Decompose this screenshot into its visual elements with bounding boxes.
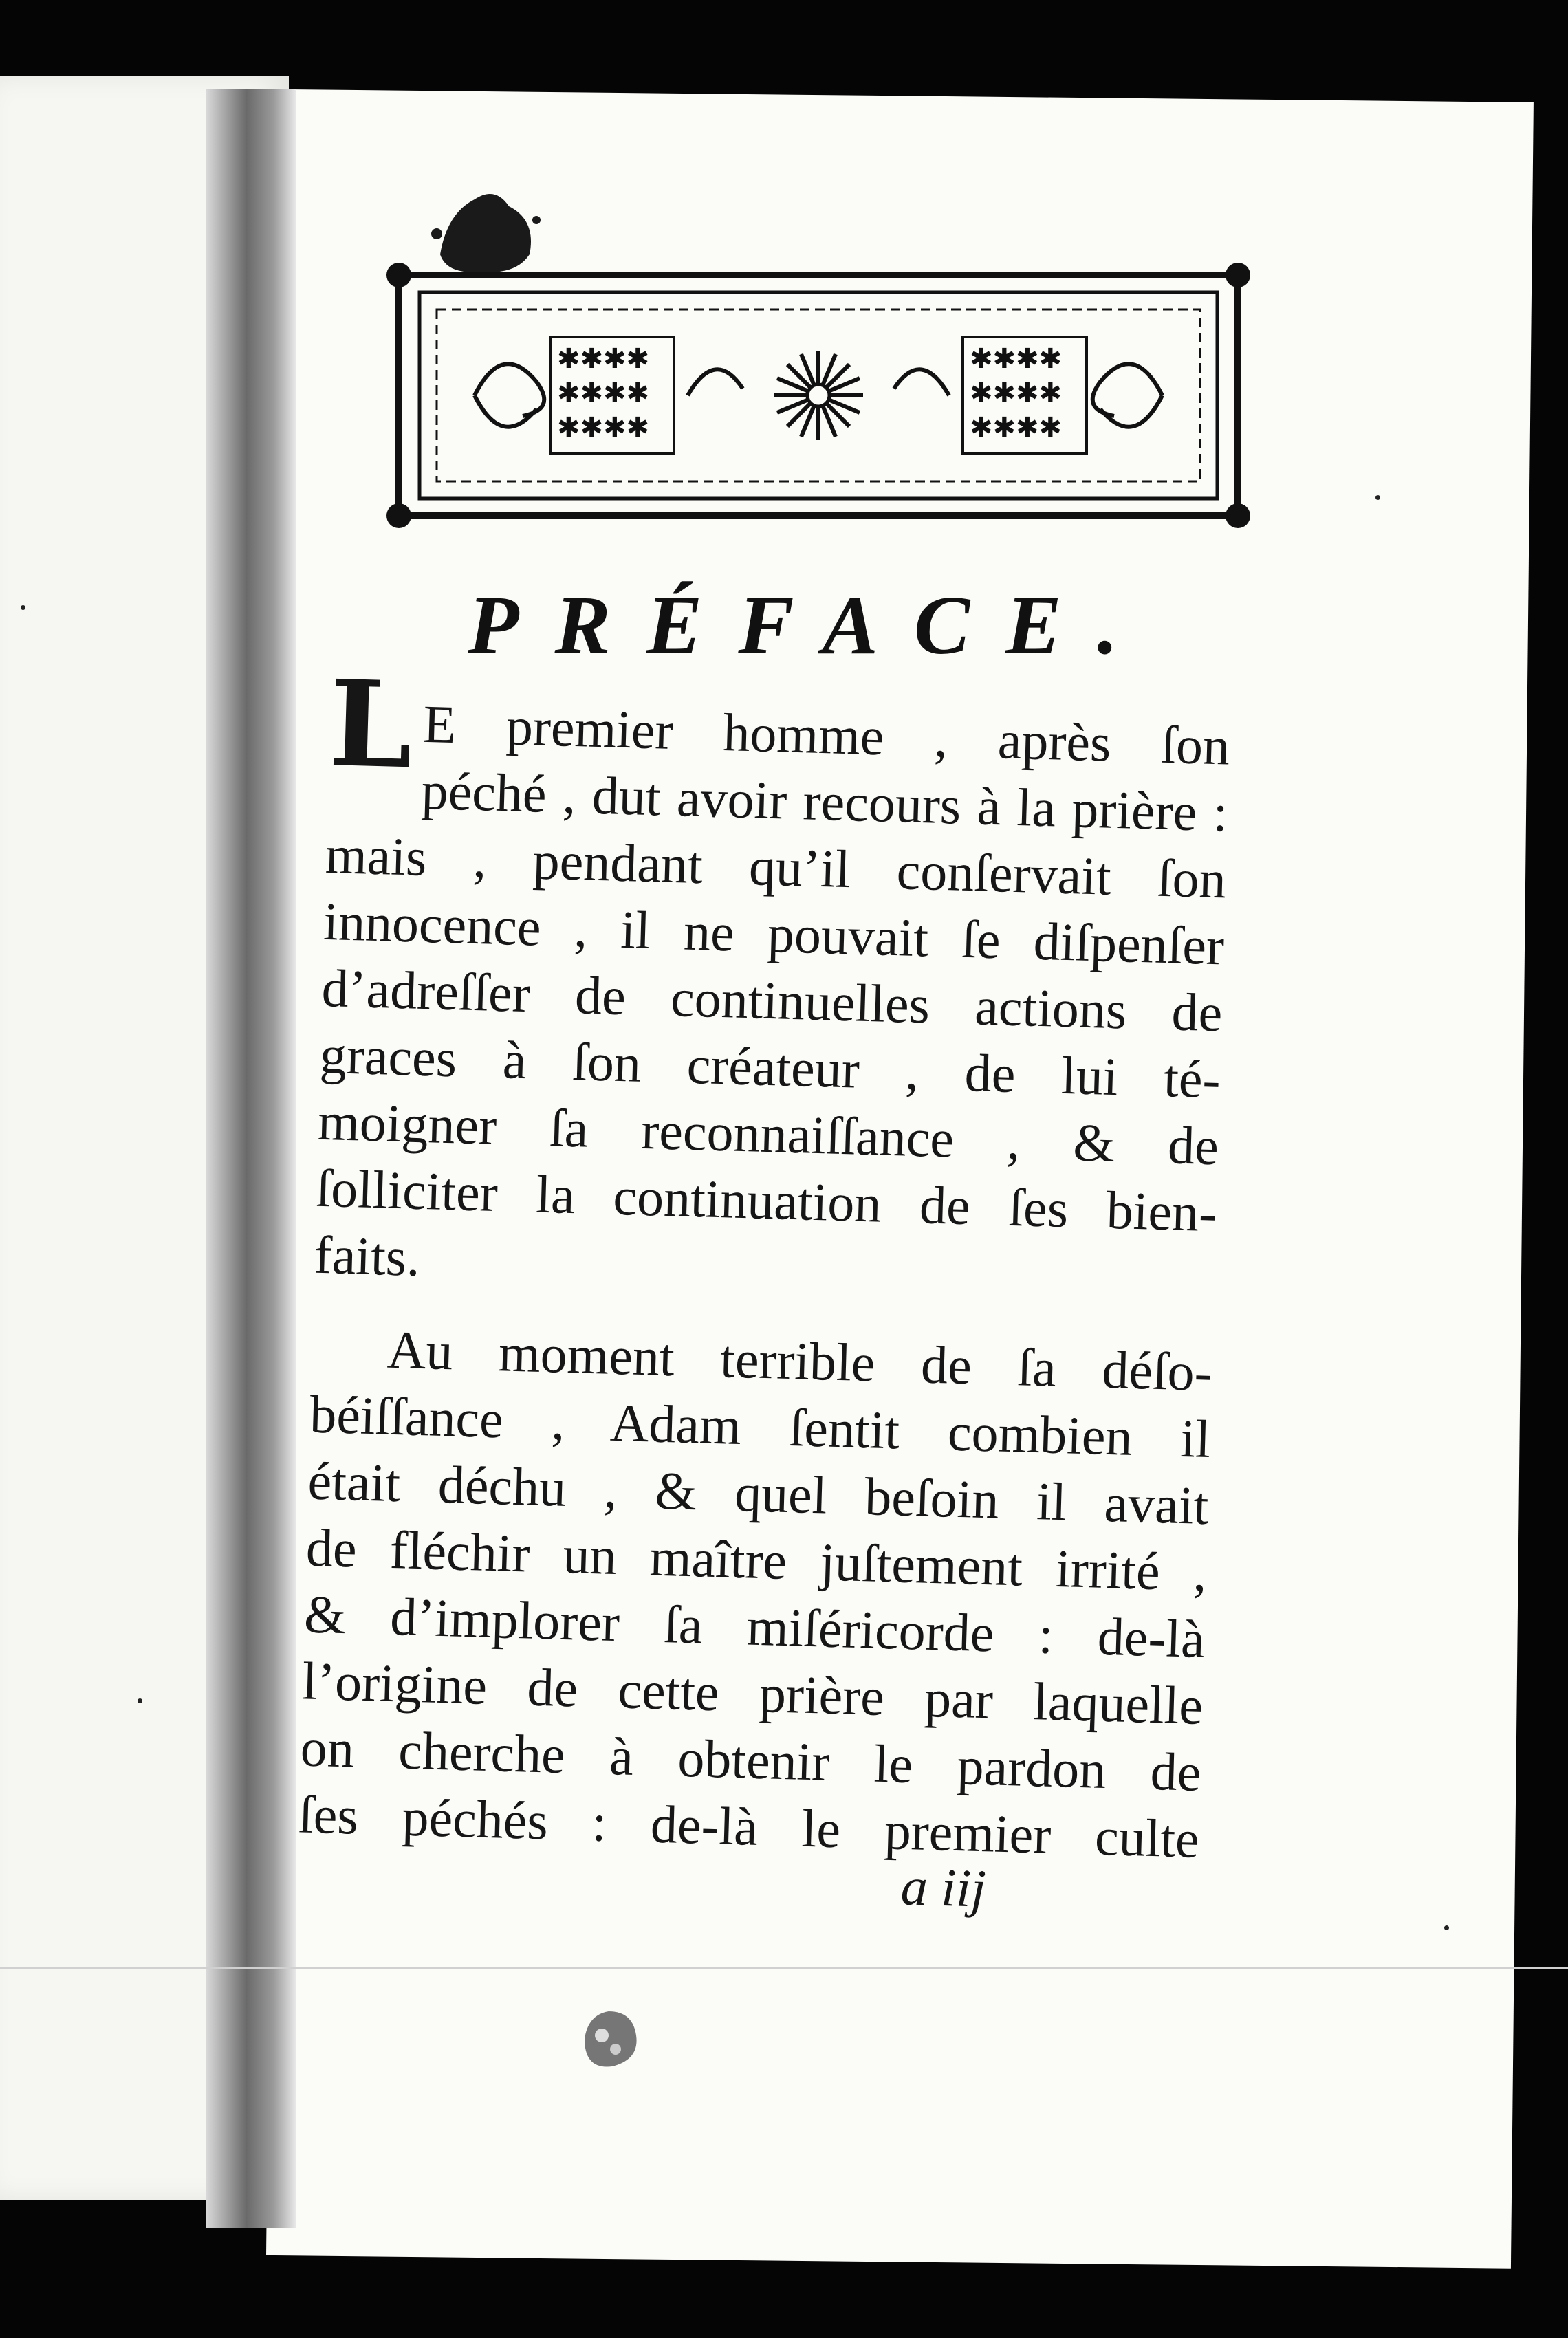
svg-text:✱✱✱✱: ✱✱✱✱ [557, 412, 650, 444]
speck [1375, 495, 1380, 500]
headpiece-ornament-graphic [371, 248, 1265, 550]
text-line: graces à ſon créateur , de lui té- [318, 1024, 1221, 1110]
svg-text:✱✱✱✱: ✱✱✱✱ [557, 343, 650, 375]
text-line: on cherche à obtenir le pardon de [299, 1717, 1202, 1802]
speck [138, 1698, 142, 1703]
text-line: Au moment terrible de ſa déſo- [386, 1319, 1213, 1403]
paragraph-1 [313, 653, 1231, 1313]
text-line: moigner ſa reconnaiſſance , & de [317, 1091, 1220, 1177]
speck [1444, 1925, 1449, 1930]
text-line: innocence , il ne pouvait ſe diſpenſer [323, 891, 1226, 976]
text-line: de fléchir un maître juſtement irrité , [305, 1517, 1208, 1603]
page-title: PRÉFACE. [468, 579, 1155, 672]
signature-mark: a iij [900, 1856, 987, 1919]
text-line: mais , pendant qu’il conſervait ſon [325, 824, 1227, 910]
text-line: E premier homme , après ſon [422, 693, 1231, 776]
text-line: & d’implorer ſa miſéricorde : de-là [303, 1584, 1206, 1670]
text-line: ſolliciter la continuation de ſes bien- [315, 1157, 1218, 1243]
text-line: ſes péchés : de-là le premier culte [298, 1784, 1200, 1869]
svg-text:✱✱✱✱: ✱✱✱✱ [970, 378, 1063, 409]
scan-artifact-line [0, 1967, 1568, 1969]
ink-blot-top [426, 179, 543, 282]
svg-text:✱✱✱✱: ✱✱✱✱ [970, 412, 1063, 444]
svg-text:✱✱✱✱: ✱✱✱✱ [557, 378, 650, 409]
text-line: était déchu , & quel beſoin il avait [307, 1450, 1210, 1536]
text-line: l’origine de cette prière par laquelle [301, 1650, 1204, 1736]
text-line: péché , dut avoir recours à la prière : [420, 760, 1229, 843]
speck [21, 605, 25, 610]
text-line: d’adreſſer de continuelles actions de [320, 957, 1223, 1043]
headpiece-ornament [371, 248, 1265, 550]
text-line: béiſſance , Adam ſentit combien il [309, 1384, 1212, 1470]
svg-text:✱✱✱✱: ✱✱✱✱ [970, 343, 1063, 375]
text-line: faits. [313, 1224, 421, 1287]
drop-cap: L [327, 653, 415, 796]
foxing-stain-bottom [571, 2001, 646, 2077]
book-gutter [206, 89, 296, 2228]
paragraph-2 [298, 1314, 1213, 1872]
body-text [298, 653, 1231, 1872]
